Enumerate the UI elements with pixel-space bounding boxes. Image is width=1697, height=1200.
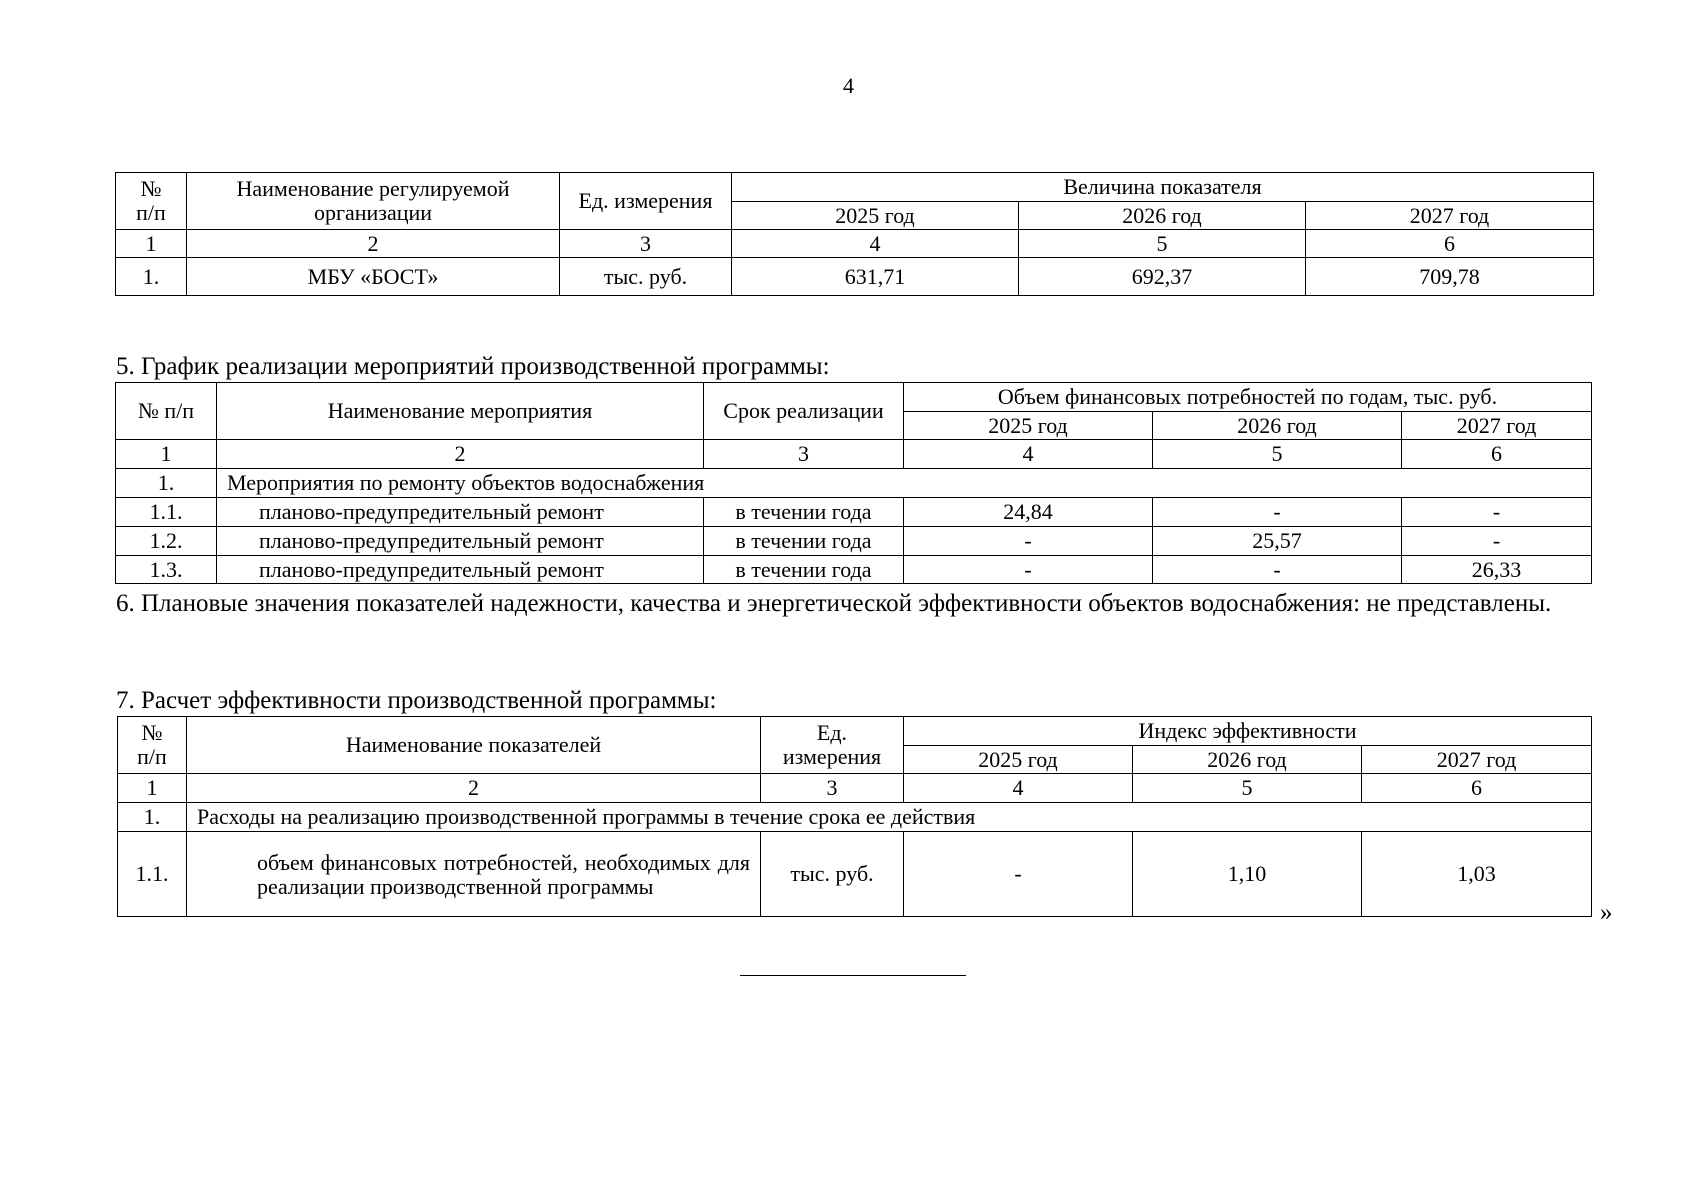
unit: тыс. руб. [761, 832, 904, 917]
column-number: 4 [904, 774, 1133, 803]
header-year: 2025 год [904, 746, 1133, 774]
group-title: Расходы на реализацию производственной программы в течение срока ее действия [187, 803, 1592, 832]
row-num: 1.1. [118, 832, 187, 917]
value-2025: 24,84 [904, 498, 1153, 527]
header-value-group: Величина показателя [732, 173, 1594, 202]
header-year: 2026 год [1153, 412, 1402, 440]
header-activity: Наименование мероприятия [217, 383, 704, 440]
header-index-group: Индекс эффективности [904, 717, 1592, 746]
value-2027: 26,33 [1402, 556, 1592, 584]
schedule-table [115, 382, 1592, 584]
column-number-row [118, 774, 1592, 803]
value-2026: 1,10 [1133, 832, 1362, 917]
organization-name: МБУ «БОСТ» [187, 258, 560, 296]
header-unit: Ед. измерения [560, 173, 732, 230]
group-num: 1. [118, 803, 187, 832]
value-2026: 25,57 [1153, 527, 1402, 556]
term: в течении года [704, 498, 904, 527]
row-num: 1.3. [116, 556, 217, 584]
table-row [116, 498, 1592, 527]
column-number: 6 [1306, 230, 1594, 258]
end-of-document-rule [740, 975, 966, 976]
header-year: 2027 год [1306, 202, 1594, 230]
header-num: № п/п [116, 383, 217, 440]
header-year: 2027 год [1402, 412, 1592, 440]
header-finance-group: Объем финансовых потребностей по годам, тыс. руб. [904, 383, 1592, 412]
header-year: 2025 год [904, 412, 1153, 440]
header-num: № п/п [118, 717, 187, 774]
column-number: 1 [118, 774, 187, 803]
column-number: 6 [1402, 440, 1592, 469]
value-2026: 692,37 [1019, 258, 1306, 296]
column-number: 3 [560, 230, 732, 258]
value-2025: - [904, 832, 1133, 917]
column-number: 2 [187, 230, 560, 258]
column-number: 4 [732, 230, 1019, 258]
group-num: 1. [116, 469, 217, 498]
column-number: 4 [904, 440, 1153, 469]
header-num: № п/п [116, 173, 187, 230]
column-number: 1 [116, 230, 187, 258]
column-number: 2 [187, 774, 761, 803]
activity-name: планово-предупредительный ремонт [217, 498, 704, 527]
table-row [116, 556, 1592, 584]
header-year: 2025 год [732, 202, 1019, 230]
row-num: 1. [116, 258, 187, 296]
header-year: 2026 год [1019, 202, 1306, 230]
header-organization: Наименование регулируемой организации [187, 173, 560, 230]
header-year: 2026 год [1133, 746, 1362, 774]
table-row [116, 527, 1592, 556]
value-2027: - [1402, 527, 1592, 556]
column-number: 6 [1362, 774, 1592, 803]
efficiency-table [117, 716, 1592, 917]
page-number: 4 [843, 73, 854, 98]
group-row [118, 803, 1592, 832]
value-2027: 709,78 [1306, 258, 1594, 296]
header-year: 2027 год [1362, 746, 1592, 774]
column-number: 3 [704, 440, 904, 469]
column-number: 5 [1019, 230, 1306, 258]
term: в течении года [704, 556, 904, 584]
value-2027: 1,03 [1362, 832, 1592, 917]
value-2025: - [904, 556, 1153, 584]
section-6-paragraph: 6. Плановые значения показателей надежности, качества и энергетической эффективности объектов водоснабжения: не представлены. [116, 590, 1552, 617]
table-row [116, 258, 1594, 296]
column-number: 1 [116, 440, 217, 469]
row-num: 1.1. [116, 498, 217, 527]
column-number: 5 [1153, 440, 1402, 469]
activity-name: планово-предупредительный ремонт [217, 527, 704, 556]
indicator-name: объем финансовых потребностей, необходимых для реализации производственной программы [187, 832, 761, 917]
group-title: Мероприятия по ремонту объектов водоснабжения [217, 469, 1592, 498]
column-number-row [116, 440, 1592, 469]
value-2025: - [904, 527, 1153, 556]
value-2027: - [1402, 498, 1592, 527]
row-num: 1.2. [116, 527, 217, 556]
column-number: 5 [1133, 774, 1362, 803]
table-row [118, 832, 1592, 917]
section-7-heading: 7. Расчет эффективности производственной программы: [116, 687, 717, 714]
closing-quote: » [1600, 899, 1613, 926]
header-unit: Ед. измерения [761, 717, 904, 774]
unit: тыс. руб. [560, 258, 732, 296]
term: в течении года [704, 527, 904, 556]
activity-name: планово-предупредительный ремонт [217, 556, 704, 584]
value-2025: 631,71 [732, 258, 1019, 296]
header-indicator: Наименование показателей [187, 717, 761, 774]
column-number: 2 [217, 440, 704, 469]
value-2026: - [1153, 556, 1402, 584]
section-5-heading: 5. График реализации мероприятий производственной программы: [116, 353, 830, 380]
column-number: 3 [761, 774, 904, 803]
column-number-row [116, 230, 1594, 258]
value-2026: - [1153, 498, 1402, 527]
header-term: Срок реализации [704, 383, 904, 440]
indicator-table [115, 172, 1594, 296]
group-row [116, 469, 1592, 498]
